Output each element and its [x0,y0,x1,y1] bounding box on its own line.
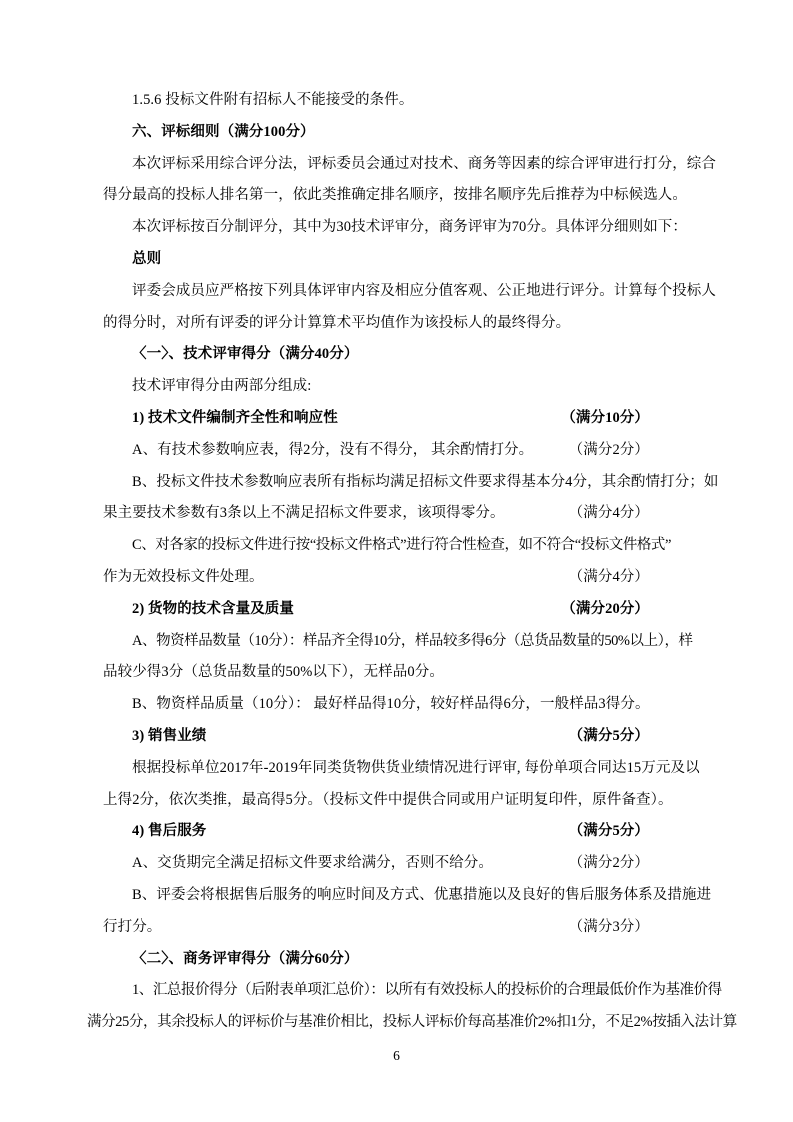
line-text: 的得分时，对所有评委的评分计算算术平均值作为该投标人的最终得分。 [103,314,571,331]
text-line [103,85,712,117]
line-text: 3) 销售业绩 [132,727,207,744]
line-text: 六、评标细则（满分100分） [132,123,315,140]
line-text: 根据投标单位2017年-2019年同类货物供货业绩情况进行评审, 每份单项合同达15万元及以 [132,759,700,776]
text-line [103,276,716,308]
score-label: （满分2分） [568,855,649,872]
page-footer [0,1048,793,1064]
line-text: 总则 [132,250,162,267]
score-label: （满分3分） [568,918,649,935]
line-text: 本次评标采用综合评分法，评标委员会通过对技术、商务等因素的综合评审进行打分，综合 [132,155,716,172]
line-text: 品较少得3分（总货品数量的50%以下），无样品0分。 [103,664,444,681]
text-line [103,753,712,785]
score-label: （满分5分） [568,727,649,744]
heading-line [103,403,712,435]
line-text: 行打分。 [103,918,162,935]
line-text: B、投标文件技术参数响应表所有指标均满足招标文件要求得基本分4分，其余酌情打分；如 [132,473,719,490]
text-line [103,785,712,817]
page-number: 6 [393,1048,400,1063]
line-text: B、评委会将根据售后服务的响应时间及方式、优惠措施以及良好的售后服务体系及措施进 [132,886,712,903]
text-line [87,1007,762,1039]
text-line [103,912,712,944]
line-text: 2) 货物的技术含量及质量 [132,600,295,617]
line-text: 1.5.6 投标文件附有招标人不能接受的条件。 [132,92,414,108]
line-text: 1) 技术文件编制齐全性和响应性 [132,409,338,426]
heading-line [103,339,712,371]
text-line [103,880,712,912]
text-line [103,212,712,244]
text-line [103,975,722,1007]
line-text: A、物资样品数量（10分）：样品齐全得10分，样品较多得6分（总货品数量的50%以上），样 [132,632,693,649]
heading-line [103,816,712,848]
score-label: （满分20分） [561,600,649,617]
text-line [103,308,712,340]
line-text: 满分25分，其余投标人的评标价与基准价相比，投标人评标价每高基准价2%扣1分，不足2%按插入法计算 [87,1014,737,1031]
line-text: C、对各家的投标文件进行按“投标文件格式”进行符合性检查，如不符合“投标文件格式” [132,537,671,554]
score-label: （满分10分） [561,409,649,426]
line-text: 1、汇总报价得分（后附表单项汇总价）：以所有有效投标人的投标价的合理最低价作为基准价得 [132,982,722,999]
line-text: 得分最高的投标人排名第一，依此类推确定排名顺序，按排名顺序先后推荐为中标候选人。 [103,187,687,204]
score-label: （满分4分） [568,568,649,585]
heading-line [103,721,712,753]
text-line [103,498,712,530]
score-label: （满分2分） [568,441,649,458]
heading-line [103,244,712,276]
line-text: 4) 售后服务 [132,823,207,840]
heading-line [103,117,712,149]
text-line [103,530,712,562]
line-text: A、交货期完全满足招标文件要求给满分，否则不给分。 [132,855,493,872]
text-line [103,626,712,658]
text-line [103,562,712,594]
heading-line [103,944,712,976]
text-line [103,848,712,880]
text-line [103,371,712,403]
line-text: 技术评审得分由两部分组成: [132,378,312,395]
line-text: A、有技术参数响应表，得2分，没有不得分， 其余酌情打分。 [132,441,534,458]
heading-line [103,594,712,626]
text-line [103,467,719,499]
score-label: （满分4分） [568,505,649,522]
score-label: （满分5分） [568,823,649,840]
line-text: 〈一〉、技术评审得分（满分40分） [132,346,359,363]
line-text: 评委会成员应严格按下列具体评审内容及相应分值客观、公正地进行评分。计算每个投标人 [132,282,716,299]
text-line [103,149,716,181]
text-line [103,180,712,212]
text-line [103,657,712,689]
line-text: 〈二〉、商务评审得分（满分60分） [132,950,359,967]
line-text: B、物资样品质量（10分）： 最好样品得10分，较好样品得6分，一般样品3得分。 [132,696,650,713]
line-text: 本次评标按百分制评分，其中为30技术评审分，商务评审为70分。具体评分细则如下： [132,219,687,236]
line-text: 果主要技术参数有3条以上不满足招标文件要求，该项得零分。 [103,505,505,522]
line-text: 作为无效投标文件处理。 [103,568,264,585]
line-text: 上得2分，依次类推，最高得5分。（投标文件中提供合同或用户证明复印件，原件备查）。 [103,791,673,808]
text-line [103,435,712,467]
text-line [103,689,712,721]
